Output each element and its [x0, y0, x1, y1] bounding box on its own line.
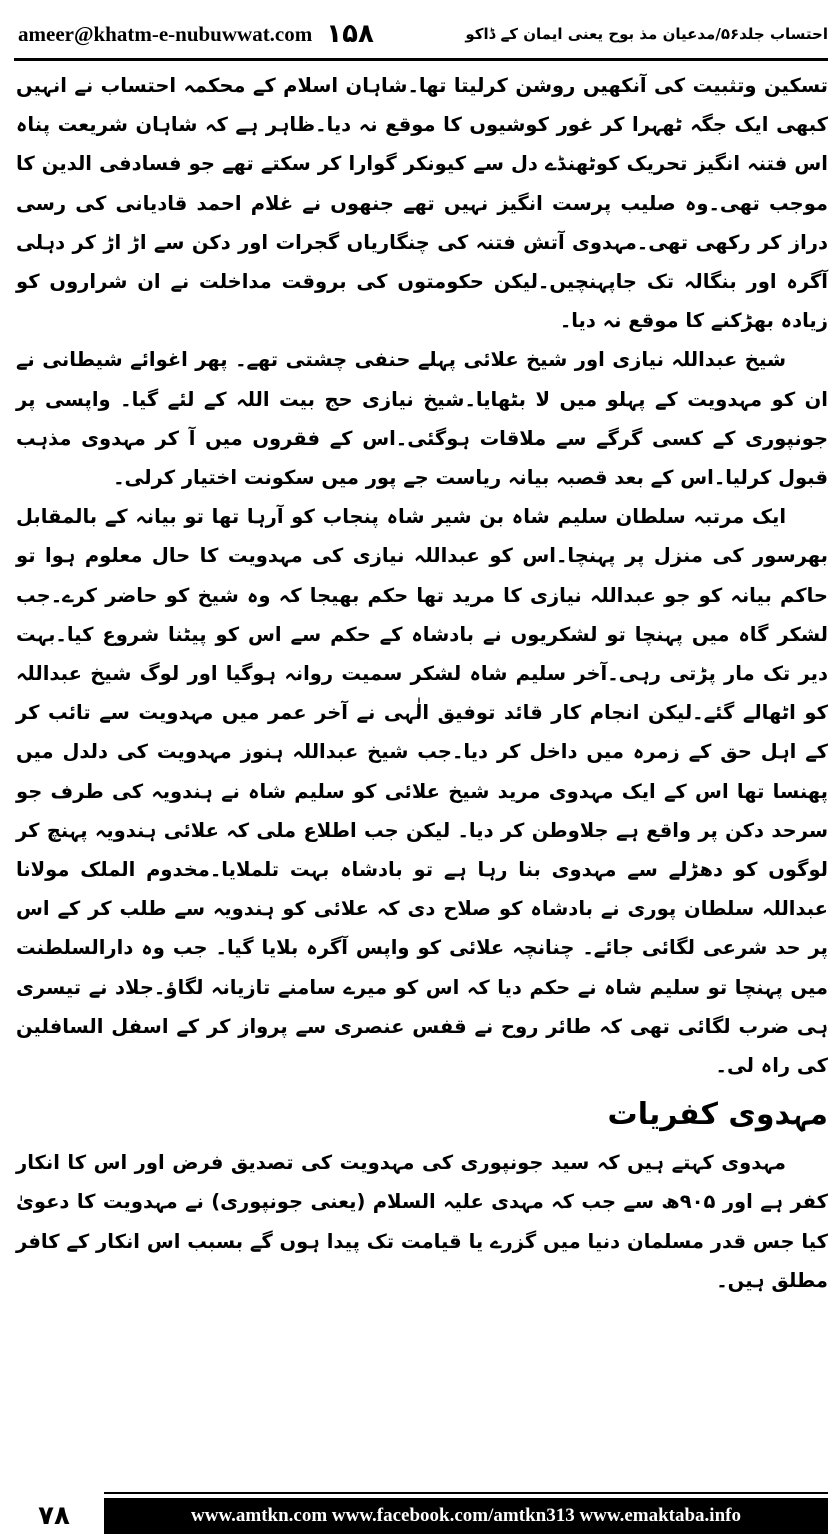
- header-title: احتساب جلد۵۶/مدعیان مذ بوح یعنی ایمان کے ڈاکو: [465, 25, 828, 43]
- footer-links[interactable]: www.amtkn.com www.facebook.com/amtkn313 www.emaktaba.info: [104, 1498, 828, 1534]
- paragraph-3: ایک مرتبہ سلطان سلیم شاہ بن شیر شاہ پنجاب کو آرہا تھا تو بیانہ کے بالمقابل بھرسور کی منزل پر پہنچا۔اس کو عبداللہ نیازی کی مہدویت کا حال معلوم ہوا تو حاکم بیانہ کو جو عبداللہ نیازی کا مرید تھا حکم بھیجا کہ وہ شیخ کو حاضر کرے۔جب لشکر گاہ میں پہنچا تو لشکریوں نے بادشاہ کے حکم سے اس کو پیٹنا شروع کیا۔بہت دیر تک مار پڑتی رہی۔آخر سلیم شاہ لشکر سمیت روانہ ہوگیا اور لوگ شیخ عبداللہ کو اٹھالے گئے۔لیکن انجام کار قائد توفیق الٰہی نے آخر عمر میں مہدویت سے تائب کر کے اہل حق کے زمرہ میں داخل کر دیا۔جب شیخ عبداللہ ہنوز مہدویت کی دلدل میں پھنسا تھا اس کے ایک مہدوی مرید شیخ علائی کو سلیم شاہ نے ہندویہ کی طرف جو سرحد دکن پر واقع ہے جلاوطن کر دیا۔ لیکن جب اطلاع ملی کہ علائی ہندویہ پہنچ کر لوگوں کو دھڑلے سے مہدوی بنا رہا ہے تو بادشاہ بہت تلملایا۔مخدوم الملک مولانا عبداللہ سلطان پوری نے بادشاہ کو صلاح دی کہ علائی کو ہندویہ سے طلب کر کے اس پر حد شرعی لگائی جائے۔ چنانچہ علائی کو واپس آگرہ بلایا گیا۔ جب وہ دارالسلطنت میں پہنچا تو سلیم شاہ نے حکم دیا کہ اس کو میرے سامنے تازیانہ لگاؤ۔جلاد نے تیسری ہی ضرب لگائی تھی کہ طائر روح نے قفس عنصری سے پرواز کر کے اسفل السافلین کی راہ لی۔: [16, 505, 828, 1078]
- page-header: [18, 14, 828, 54]
- header-divider: [14, 58, 828, 61]
- main-text: [16, 66, 828, 1300]
- section-heading: مہدوی کفریات: [607, 1097, 828, 1133]
- paragraph-4: مہدوی کہتے ہیں کہ سید جونپوری کی مہدویت کی تصدیق فرض اور اس کا انکار کفر ہے اور ۹۰۵ھ سے جب کہ مہدی علیہ السلام (یعنی جونپوری) نے مہدویت کا دعویٰ کیا جس قدر مسلمان دنیا میں گزرے یا قیامت تک پیدا ہوں گے بسبب اس انکار کے کافر مطلق ہیں۔: [16, 1151, 829, 1292]
- header-page-number: ۱۵۸: [326, 19, 374, 49]
- page-footer: [12, 1498, 828, 1534]
- footer-divider: [104, 1492, 828, 1494]
- paragraph-2: شیخ عبداللہ نیازی اور شیخ علائی پہلے حنفی چشتی تھے۔ پھر اغوائے شیطانی نے ان کو مہدویت کے پہلو میں لا بٹھایا۔شیخ نیازی حج بیت اللہ کے لئے گیا۔ واپسی پر جونپوری کے کسی گرگے سے ملاقات ہوگئی۔اس کے فقروں میں آ کر مہدوی مذہب قبول کرلیا۔اس کے بعد قصبہ بیانہ ریاست جے پور میں سکونت اختیار کرلی۔: [16, 348, 828, 490]
- header-email[interactable]: ameer@khatm-e-nubuwwat.com: [18, 21, 313, 46]
- paragraph-1: تسکین وتثبیت کی آنکھیں روشن کرلیتا تھا۔شاہان اسلام کے محکمہ احتساب نے انہیں کبھی ایک جگہ ٹھہرا کر غور کوشیوں کا موقع نہ دیا۔ظاہر ہے کہ شاہان شریعت پناہ اس فتنہ انگیز تحریک کوٹھنڈے دل سے کیونکر گوارا کر سکتے تھے جو فسادفی الدین کا موجب تھی۔وہ صلیب پرست انگیز نہیں تھے جنھوں نے غلام احمد قادیانی کی رسی دراز کر رکھی تھی۔مہدوی آتش فتنہ کی چنگاریاں گجرات اور دکن سے اڑ اڑ کر دہلی آگرہ اور بنگالہ تک جاپہنچیں۔لیکن حکومتوں کی بروقت مداخلت نے ان شراروں کو زیادہ بھڑکنے کا موقع نہ دیا۔: [16, 74, 828, 333]
- footer-page-number: ۷۸: [38, 1501, 70, 1531]
